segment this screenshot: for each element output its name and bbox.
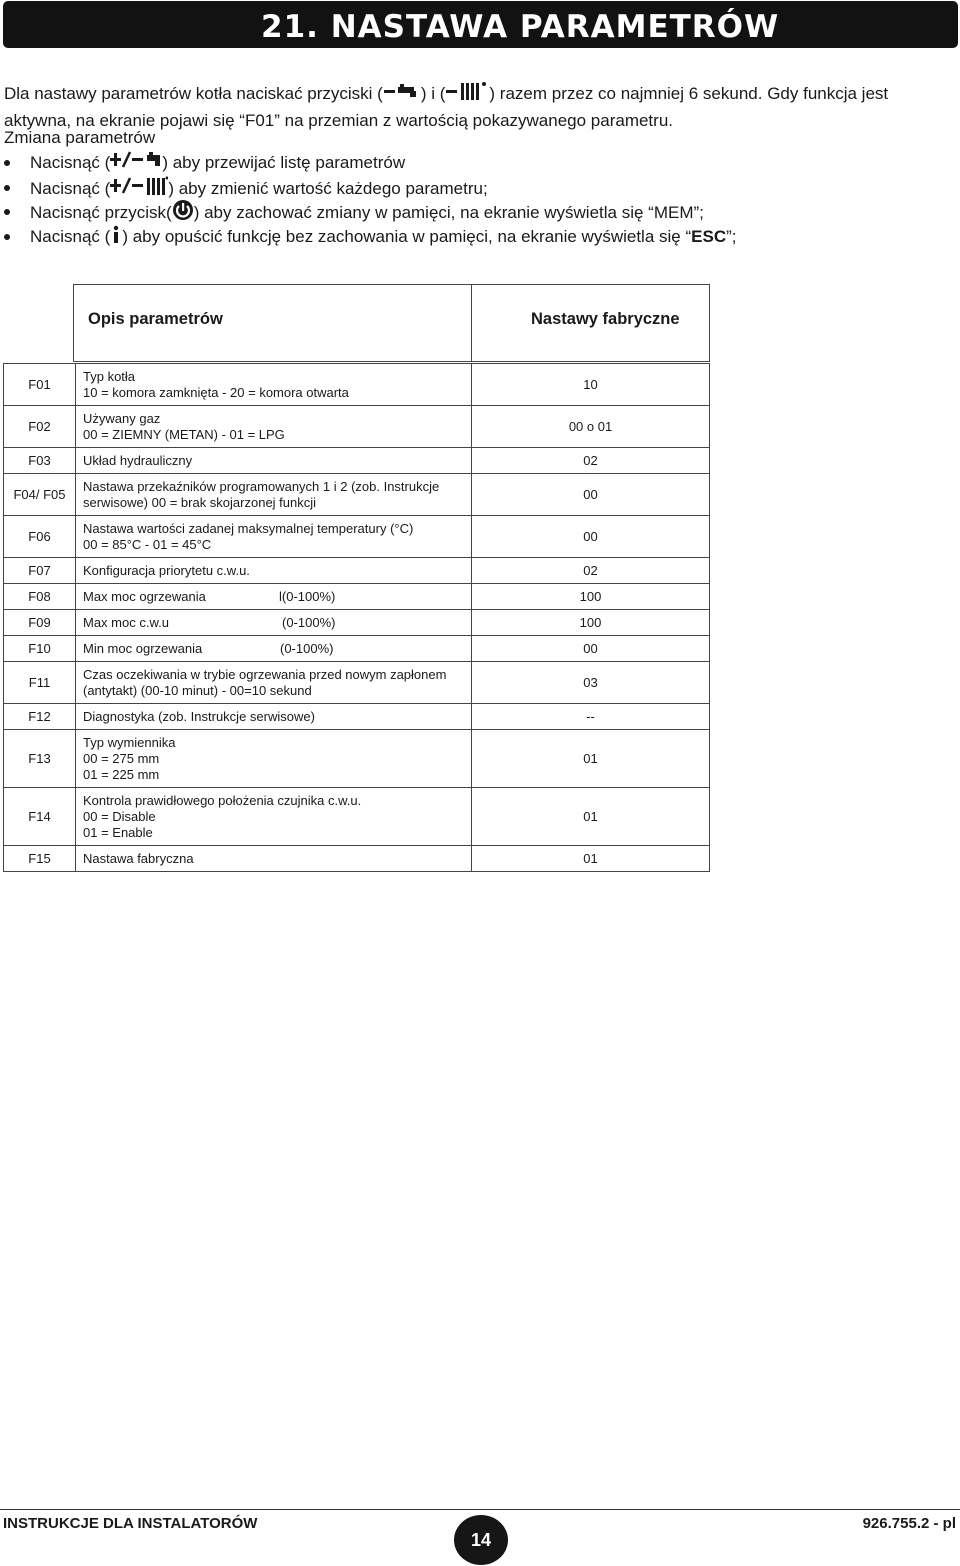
list-item: Nacisnąć przycisk( ) aby zachować zmiany w pamięci, na ekranie wyświetla się “MEM”; xyxy=(4,199,737,224)
intro-paragraph xyxy=(4,80,944,133)
footer-right: 926.755.2 - pl xyxy=(862,1515,956,1532)
footer-divider xyxy=(0,1509,960,1510)
minus-tap-icon xyxy=(383,81,421,108)
list-item: Nacisnąć ( ) aby przewijać listę parametrów xyxy=(4,150,737,175)
table-row: F09 Max moc c.w.u (0-100%) 100 xyxy=(4,610,710,636)
table-row: F04/ F05 Nastawa przekaźników programowanych 1 i 2 (zob. Instrukcje serwisowe) 00 = brak skojarzonej funkcji 00 xyxy=(4,474,710,516)
table-row: F03 Układ hydrauliczny 02 xyxy=(4,448,710,474)
table-row: F01 Typ kotła 10 = komora zamknięta - 20 = komora otwarta 10 xyxy=(4,364,710,406)
list-item: Nacisnąć ( ) aby opuścić funkcję bez zachowania w pamięci, na ekranie wyświetla się “ESC”; xyxy=(4,224,737,249)
table-row: F07 Konfiguracja priorytetu c.w.u. 02 xyxy=(4,558,710,584)
table-row: F08 Max moc ogrzewania l(0-100%) 100 xyxy=(4,584,710,610)
table-header xyxy=(73,284,710,362)
instruction-list xyxy=(4,150,737,248)
title-banner xyxy=(3,1,958,48)
info-icon xyxy=(110,224,122,251)
table-row: F13 Typ wymiennika 00 = 275 mm 01 = 225 mm 01 xyxy=(4,730,710,788)
table-row: F12 Diagnostyka (zob. Instrukcje serwisowe) -- xyxy=(4,704,710,730)
table-row: F14 Kontrola prawidłowego położenia czujnika c.w.u. 00 = Disable 01 = Enable 01 xyxy=(4,788,710,846)
intro-text-2: ) i ( xyxy=(420,83,446,103)
table-row: F02 Używany gaz 00 = ZIEMNY (METAN) - 01 = LPG 00 o 01 xyxy=(4,406,710,448)
subheading: Zmiana parametrów xyxy=(4,128,156,147)
parameters-table xyxy=(3,363,710,872)
table-row: F06 Nastawa wartości zadanej maksymalnej temperatury (°C) 00 = 85°C - 01 = 45°C 00 xyxy=(4,516,710,558)
intro-text-1: Dla nastawy parametrów kotła naciskać przyciski ( xyxy=(4,83,383,103)
page-title: 21. NASTAWA PARAMETRÓW xyxy=(261,9,780,45)
list-item: Nacisnąć ( ) aby zmienić wartość każdego parametru; xyxy=(4,175,737,200)
table-row: F10 Min moc ogrzewania (0-100%) 00 xyxy=(4,636,710,662)
page-number: 14 xyxy=(454,1515,508,1565)
table-row: F11 Czas oczekiwania w trybie ogrzewania przed nowym zapłonem (antytakt) (00-10 minut) - 00=10 sekund 03 xyxy=(4,662,710,704)
header-factory-settings: Nastawy fabryczne xyxy=(531,310,680,328)
intro-text-3: ) razem przez co najmniej 6 sekund. Gdy funkcja jest aktywna, na ekranie pojawi się “F01” na przemian z wartością pokazywanego parametru. xyxy=(4,83,889,130)
minus-radiator-icon xyxy=(445,80,489,109)
plus-minus-tap-icon xyxy=(110,150,162,177)
header-description: Opis parametrów xyxy=(88,310,223,328)
footer-left: INSTRUKCJE DLA INSTALATORÓW xyxy=(3,1515,258,1532)
table-row: F15 Nastawa fabryczna 01 xyxy=(4,846,710,872)
